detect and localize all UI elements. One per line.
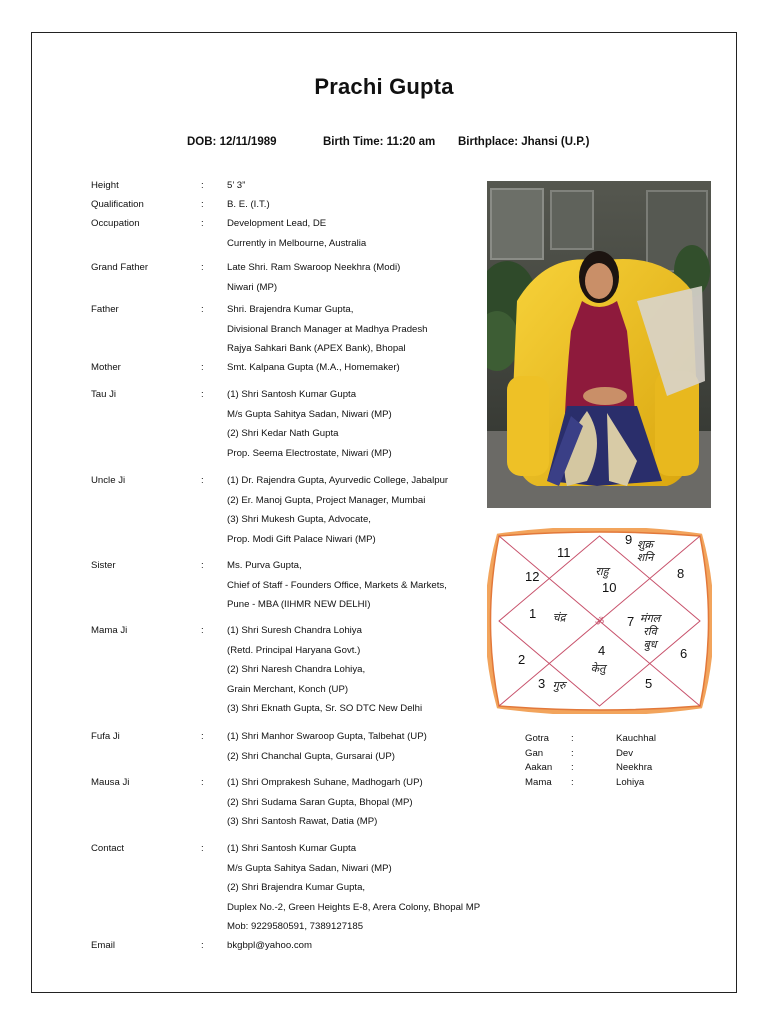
- detail-label: Contact: [91, 843, 125, 854]
- detail-label: Occupation: [91, 218, 140, 229]
- detail-value-line: Smt. Kalpana Gupta (M.A., Homemaker): [227, 362, 400, 373]
- detail-value: [227, 304, 428, 363]
- detail-label: Height: [91, 180, 119, 191]
- house-number: 7: [627, 614, 635, 629]
- detail-value-line: Chief of Staff - Founders Office, Markets & Markets,: [227, 579, 447, 591]
- detail-value-line: (3) Shri Eknath Gupta, Sr. SO DTC New Delhi: [227, 703, 423, 714]
- detail-label: Uncle Ji: [91, 475, 126, 486]
- separator-colon: :: [201, 475, 204, 486]
- detail-value: [227, 843, 480, 941]
- detail-label: Mausa Ji: [91, 777, 130, 788]
- detail-value-line: Mob: 9229580591, 7389127185: [227, 921, 364, 932]
- separator-colon: :: [201, 777, 204, 788]
- detail-value-line: bkgbpl@yahoo.com: [227, 940, 312, 951]
- separator-colon: :: [201, 362, 204, 373]
- separator-colon: :: [571, 776, 574, 788]
- gotra-label: Aakan: [525, 762, 553, 773]
- detail-value: [227, 218, 366, 257]
- separator-colon: :: [201, 262, 204, 273]
- detail-value-line: (1) Shri Omprakesh Suhane, Madhogarh (UP): [227, 777, 423, 788]
- detail-value-line: Grain Merchant, Konch (UP): [227, 683, 349, 695]
- house-number: 8: [677, 566, 685, 581]
- detail-value-line: B. E. (I.T.): [227, 199, 270, 210]
- detail-value: [227, 389, 392, 467]
- house-number: 5: [645, 676, 653, 691]
- detail-value-line: (2) Shri Sudama Saran Gupta, Bhopal (MP): [227, 796, 413, 808]
- detail-label: Email: [91, 940, 115, 951]
- birth-time: Birth Time: 11:20 am: [323, 136, 436, 148]
- detail-value-line: (3) Shri Santosh Rawat, Datia (MP): [227, 816, 378, 827]
- detail-value-line: (1) Shri Santosh Kumar Gupta: [227, 389, 357, 400]
- detail-value-line: Ms. Purva Gupta,: [227, 560, 302, 571]
- dob: DOB: 12/11/1989: [187, 136, 277, 148]
- gotra-value: Neekhra: [616, 762, 653, 773]
- detail-value: [227, 199, 270, 219]
- separator-colon: :: [201, 843, 204, 854]
- kundli-chart: [487, 528, 712, 714]
- separator-colon: :: [201, 389, 204, 400]
- detail-label: Sister: [91, 560, 116, 571]
- house-planets: शुक्र: [637, 538, 653, 551]
- detail-value: [227, 180, 245, 200]
- separator-colon: :: [201, 180, 204, 191]
- house-number: 2: [518, 652, 526, 667]
- photo-illustration: [487, 181, 711, 508]
- gotra-label: Gotra: [525, 733, 549, 744]
- detail-value-line: Prop. Seema Electrostate, Niwari (MP): [227, 447, 392, 459]
- separator-colon: :: [571, 762, 574, 773]
- detail-label: Tau Ji: [91, 389, 117, 400]
- house-number: 10: [602, 580, 617, 595]
- separator-colon: :: [201, 560, 204, 571]
- detail-value-line: (2) Shri Kedar Nath Gupta: [227, 428, 339, 439]
- house-number: 12: [525, 569, 540, 584]
- detail-value: [227, 731, 427, 770]
- detail-value-line: (2) Er. Manoj Gupta, Project Manager, Mumbai: [227, 494, 426, 506]
- om-symbol: ॐ: [594, 617, 605, 628]
- house-planets: चंद्र: [552, 611, 566, 624]
- detail-value-line: (1) Shri Santosh Kumar Gupta: [227, 843, 357, 854]
- house-planets: बुध: [643, 638, 657, 651]
- detail-value-line: Niwari (MP): [227, 281, 278, 293]
- detail-value-line: Late Shri. Ram Swaroop Neekhra (Modi): [227, 262, 401, 273]
- separator-colon: :: [201, 625, 204, 636]
- detail-value-line: (Retd. Principal Haryana Govt.): [227, 644, 361, 656]
- detail-label: Mama Ji: [91, 625, 128, 636]
- detail-value-line: (1) Shri Manhor Swaroop Gupta, Talbehat (UP): [227, 731, 427, 742]
- separator-colon: :: [201, 218, 204, 229]
- house-planets: गुरु: [552, 679, 566, 692]
- detail-label: Fufa Ji: [91, 731, 120, 742]
- detail-label: Father: [91, 304, 119, 315]
- detail-value-line: (1) Dr. Rajendra Gupta, Ayurvedic College, Jabalpur: [227, 475, 449, 486]
- house-number: 6: [680, 646, 688, 661]
- detail-label: Mother: [91, 362, 121, 373]
- detail-value-line: M/s Gupta Sahitya Sadan, Niwari (MP): [227, 408, 392, 420]
- detail-value-line: (2) Shri Chanchal Gupta, Gursarai (UP): [227, 750, 395, 762]
- detail-value-line: 5’ 3”: [227, 180, 246, 191]
- house-planets: केतु: [590, 662, 606, 675]
- detail-value: [227, 940, 312, 960]
- house-number: 1: [529, 606, 537, 621]
- gotra-label: Mama: [525, 776, 552, 788]
- detail-value-line: Prop. Modi Gift Palace Niwari (MP): [227, 533, 376, 545]
- detail-value-line: Pune - MBA (IIHMR NEW DELHI): [227, 599, 371, 610]
- birthplace: Birthplace: Jhansi (U.P.): [458, 136, 590, 148]
- house-planets: शनि: [636, 551, 654, 564]
- separator-colon: :: [571, 747, 574, 759]
- gotra-value: Kauchhal: [616, 733, 657, 744]
- separator-colon: :: [571, 733, 574, 744]
- gotra-label: Gan: [525, 747, 544, 759]
- detail-value-line: Rajya Sahkari Bank (APEX Bank), Bhopal: [227, 343, 406, 354]
- detail-value-line: Divisional Branch Manager at Madhya Pradesh: [227, 323, 428, 335]
- detail-value-line: Development Lead, DE: [227, 218, 327, 229]
- detail-value: [227, 362, 400, 382]
- detail-value-line: (2) Shri Brajendra Kumar Gupta,: [227, 882, 366, 893]
- detail-label: Grand Father: [91, 262, 149, 273]
- detail-value: [227, 777, 423, 836]
- detail-value: [227, 262, 400, 301]
- gotra-value: Dev: [616, 747, 634, 759]
- detail-value-line: (2) Shri Naresh Chandra Lohiya,: [227, 664, 366, 675]
- separator-colon: :: [201, 199, 204, 210]
- detail-value-line: (1) Shri Suresh Chandra Lohiya: [227, 625, 362, 636]
- house-number: 4: [598, 643, 606, 658]
- detail-value-line: Shri. Brajendra Kumar Gupta,: [227, 304, 354, 315]
- house-planets: रवि: [643, 625, 657, 638]
- detail-value-line: Currently in Melbourne, Australia: [227, 237, 367, 249]
- house-planets: राहु: [595, 565, 609, 578]
- detail-value: [227, 625, 422, 723]
- detail-value: [227, 475, 448, 553]
- gotra-value: Lohiya: [616, 776, 645, 788]
- separator-colon: :: [201, 731, 204, 742]
- detail-label: Qualification: [91, 199, 144, 210]
- page-title: Prachi Gupta: [314, 74, 454, 99]
- detail-value-line: Duplex No.-2, Green Heights E-8, Arera Colony, Bhopal MP: [227, 901, 481, 913]
- detail-value-line: (3) Shri Mukesh Gupta, Advocate,: [227, 514, 371, 525]
- house-planets: मंगल: [639, 612, 661, 625]
- house-number: 9: [625, 532, 633, 547]
- profile-photo: [487, 181, 711, 508]
- separator-colon: :: [201, 940, 204, 951]
- house-number: 3: [538, 676, 546, 691]
- detail-value-line: M/s Gupta Sahitya Sadan, Niwari (MP): [227, 862, 392, 874]
- detail-value: [227, 560, 447, 619]
- separator-colon: :: [201, 304, 204, 315]
- house-number: 11: [557, 545, 571, 560]
